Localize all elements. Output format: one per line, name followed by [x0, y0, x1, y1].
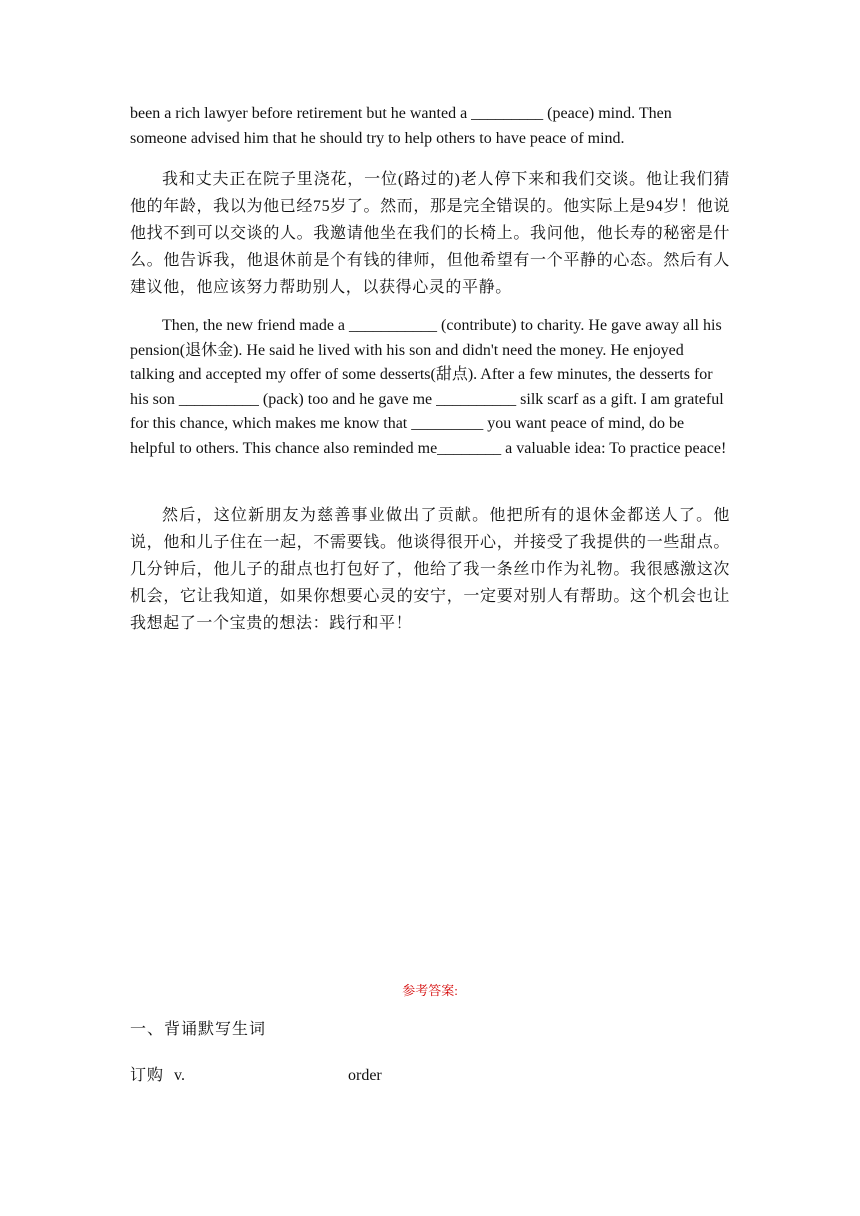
answer-key-title: 参考答案: [402, 983, 458, 998]
translation-paragraph-1: 我和丈夫正在院子里浇花，一位(路过的)老人停下来和我们交谈。他让我们猜他的年龄，我以为他已经75岁了。然而，那是完全错误的。他实际上是94岁！他说他找不到可以交谈的人。我邀请他坐在我们的长椅上。我问他，他长寿的秘密是什么。他告诉我，他退休前是个有钱的律师，但他希望有一个平静的心态。然后有人建议他，他应该努力帮助别人，以获得心灵的平静。 [130, 171, 730, 296]
section-heading: 一、背诵默写生词 [130, 1021, 267, 1038]
vocab-english: order [348, 1067, 382, 1084]
translation-paragraph-2: 然后，这位新朋友为慈善事业做出了贡献。他把所有的退休金都送人了。他说，他和儿子住在一起，不需要钱。他谈得很开心，并接受了我提供的一些甜点。几分钟后，他儿子的甜点也打包好了，他给了我一条丝巾作为礼物。我很感激这次机会，它让我知道，如果你想要心灵的安宁，一定要对别人有帮助。这个机会也让我想起了一个宝贵的想法：践行和平！ [130, 507, 730, 632]
vocab-row [130, 1062, 730, 1085]
vocab-chinese: 订购 [130, 1067, 165, 1084]
passage-paragraph-1: been a rich lawyer before retirement but he wanted a _________ (peace) mind. Then someone advised him that he should try to help others to have peace of mind. [130, 105, 672, 147]
passage-paragraph-2: Then, the new friend made a ___________ (contribute) to charity. He gave away all his pension(退休金). He said he lived with his son and didn't need the money. He enjoyed talking and accepted my offer of some desserts(甜点). After a few minutes, the desserts for his son __________ (pack) too and he gave me __________ silk scarf as a gift. I am grateful for this chance, which makes me know that _________ you want peace of mind, do be helpful to others. This chance also reminded me________ a valuable idea: To practice peace! [130, 317, 727, 457]
vocab-part-of-speech: v. [174, 1067, 185, 1084]
